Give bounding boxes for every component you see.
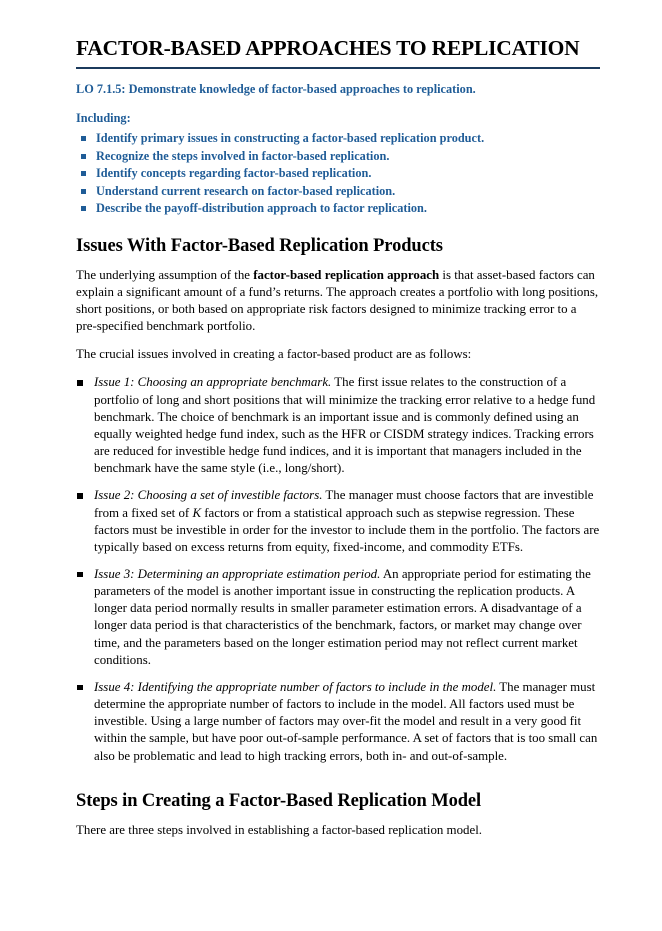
list-item [76, 165, 600, 182]
lo-item-label: Understand current research on factor-based replication. [96, 183, 396, 198]
issue-2-text-after: factors or from a statistical approach such as stepwise regression. These factors must be investible in order for the investor to include them in the portfolio. The factors are typically based on excess returns from equity, fixed-income, and commodity ETFs. [94, 505, 600, 554]
section-heading-steps: Steps in Creating a Factor-Based Replication Model [76, 790, 482, 811]
issues-lead-in: The crucial issues involved in creating a factor-based product are as follows: [76, 347, 472, 362]
issue-1-title: Issue 1: Choosing an appropriate benchmark. [94, 375, 332, 390]
issue-2-title: Issue 2: Choosing a set of investible factors. [94, 488, 323, 503]
lo-item-label: Identify primary issues in constructing a factor-based replication product. [96, 131, 485, 146]
list-item [76, 200, 600, 217]
list-item [76, 148, 600, 165]
page-title: FACTOR-BASED APPROACHES TO REPLICATION [76, 36, 600, 69]
including-label: Including: [76, 111, 131, 126]
learning-objective-list [76, 130, 600, 217]
issue-4-title: Issue 4: Identifying the appropriate number of factors to include in the model. [94, 679, 497, 694]
issue-2-variable-k: K [192, 505, 202, 520]
lo-item-label: Describe the payoff-distribution approach to factor replication. [96, 201, 427, 216]
intro-suffix: is that asset-based factors can explain a significant amount of a fund’s returns. The approach creates a portfolio with long positions, short positions, or both based on appropriate risk factors designed to minimize tracking error to a pre-specified benchmark portfolio. [76, 267, 599, 334]
learning-objective: LO 7.1.5: Demonstrate knowledge of factor-based approaches to replication. [76, 82, 476, 96]
lo-item-label: Identify concepts regarding factor-based replication. [96, 166, 372, 181]
steps-paragraph: There are three steps involved in establishing a factor-based replication model. [76, 822, 483, 837]
issue-1-text: The first issue relates to the construction of a portfolio of long and short positions that will minimize the tracking error relative to a hedge fund benchmark. The choice of benchmark is an important issue and is commonly defined using an equally weighted hedge fund index, such as the HFR or CISDM strategy indices. Tracking errors are reduced for investible hedge fund indices, and it is important that managers included in the benchmark have the same style (i.e., long/short). [94, 375, 596, 476]
list-item [76, 130, 600, 147]
list-item [76, 566, 600, 669]
lo-item-label: Recognize the steps involved in factor-based replication. [96, 148, 390, 163]
issue-2-text-before: The manager must choose factors that are investible from a fixed set of [94, 488, 594, 520]
list-item [76, 679, 600, 765]
intro-paragraph [76, 267, 600, 336]
intro-prefix: The underlying assumption of the [76, 267, 254, 282]
issue-3-text: An appropriate period for estimating the parameters of the model is another important issue in constructing the replication products. A longer data period normally results in smaller parameter estimation errors. A disadvantage of a longer data period is that characteristics of the benchmark, factors, or market may change over time, and the parameters based on the longer estimation period may not reflect current market conditions. [94, 566, 591, 667]
list-item [76, 374, 600, 477]
section-heading-issues: Issues With Factor-Based Replication Products [76, 235, 443, 256]
issue-3-title: Issue 3: Determining an appropriate estimation period. [94, 566, 381, 581]
list-item [76, 183, 600, 200]
intro-bold-term: factor-based replication approach [253, 267, 440, 282]
issues-list [76, 374, 600, 764]
issue-4-text: The manager must determine the appropriate number of factors to include in the model. All factors used must be investible. Using a large number of factors may over-fit the model and result in a very good fit within the sample, but have poor out-of-sample performance. A set of factors that is too small can also be problematic and lead to high tracking errors, both in- and out-of-sample. [94, 679, 598, 763]
list-item [76, 487, 600, 556]
